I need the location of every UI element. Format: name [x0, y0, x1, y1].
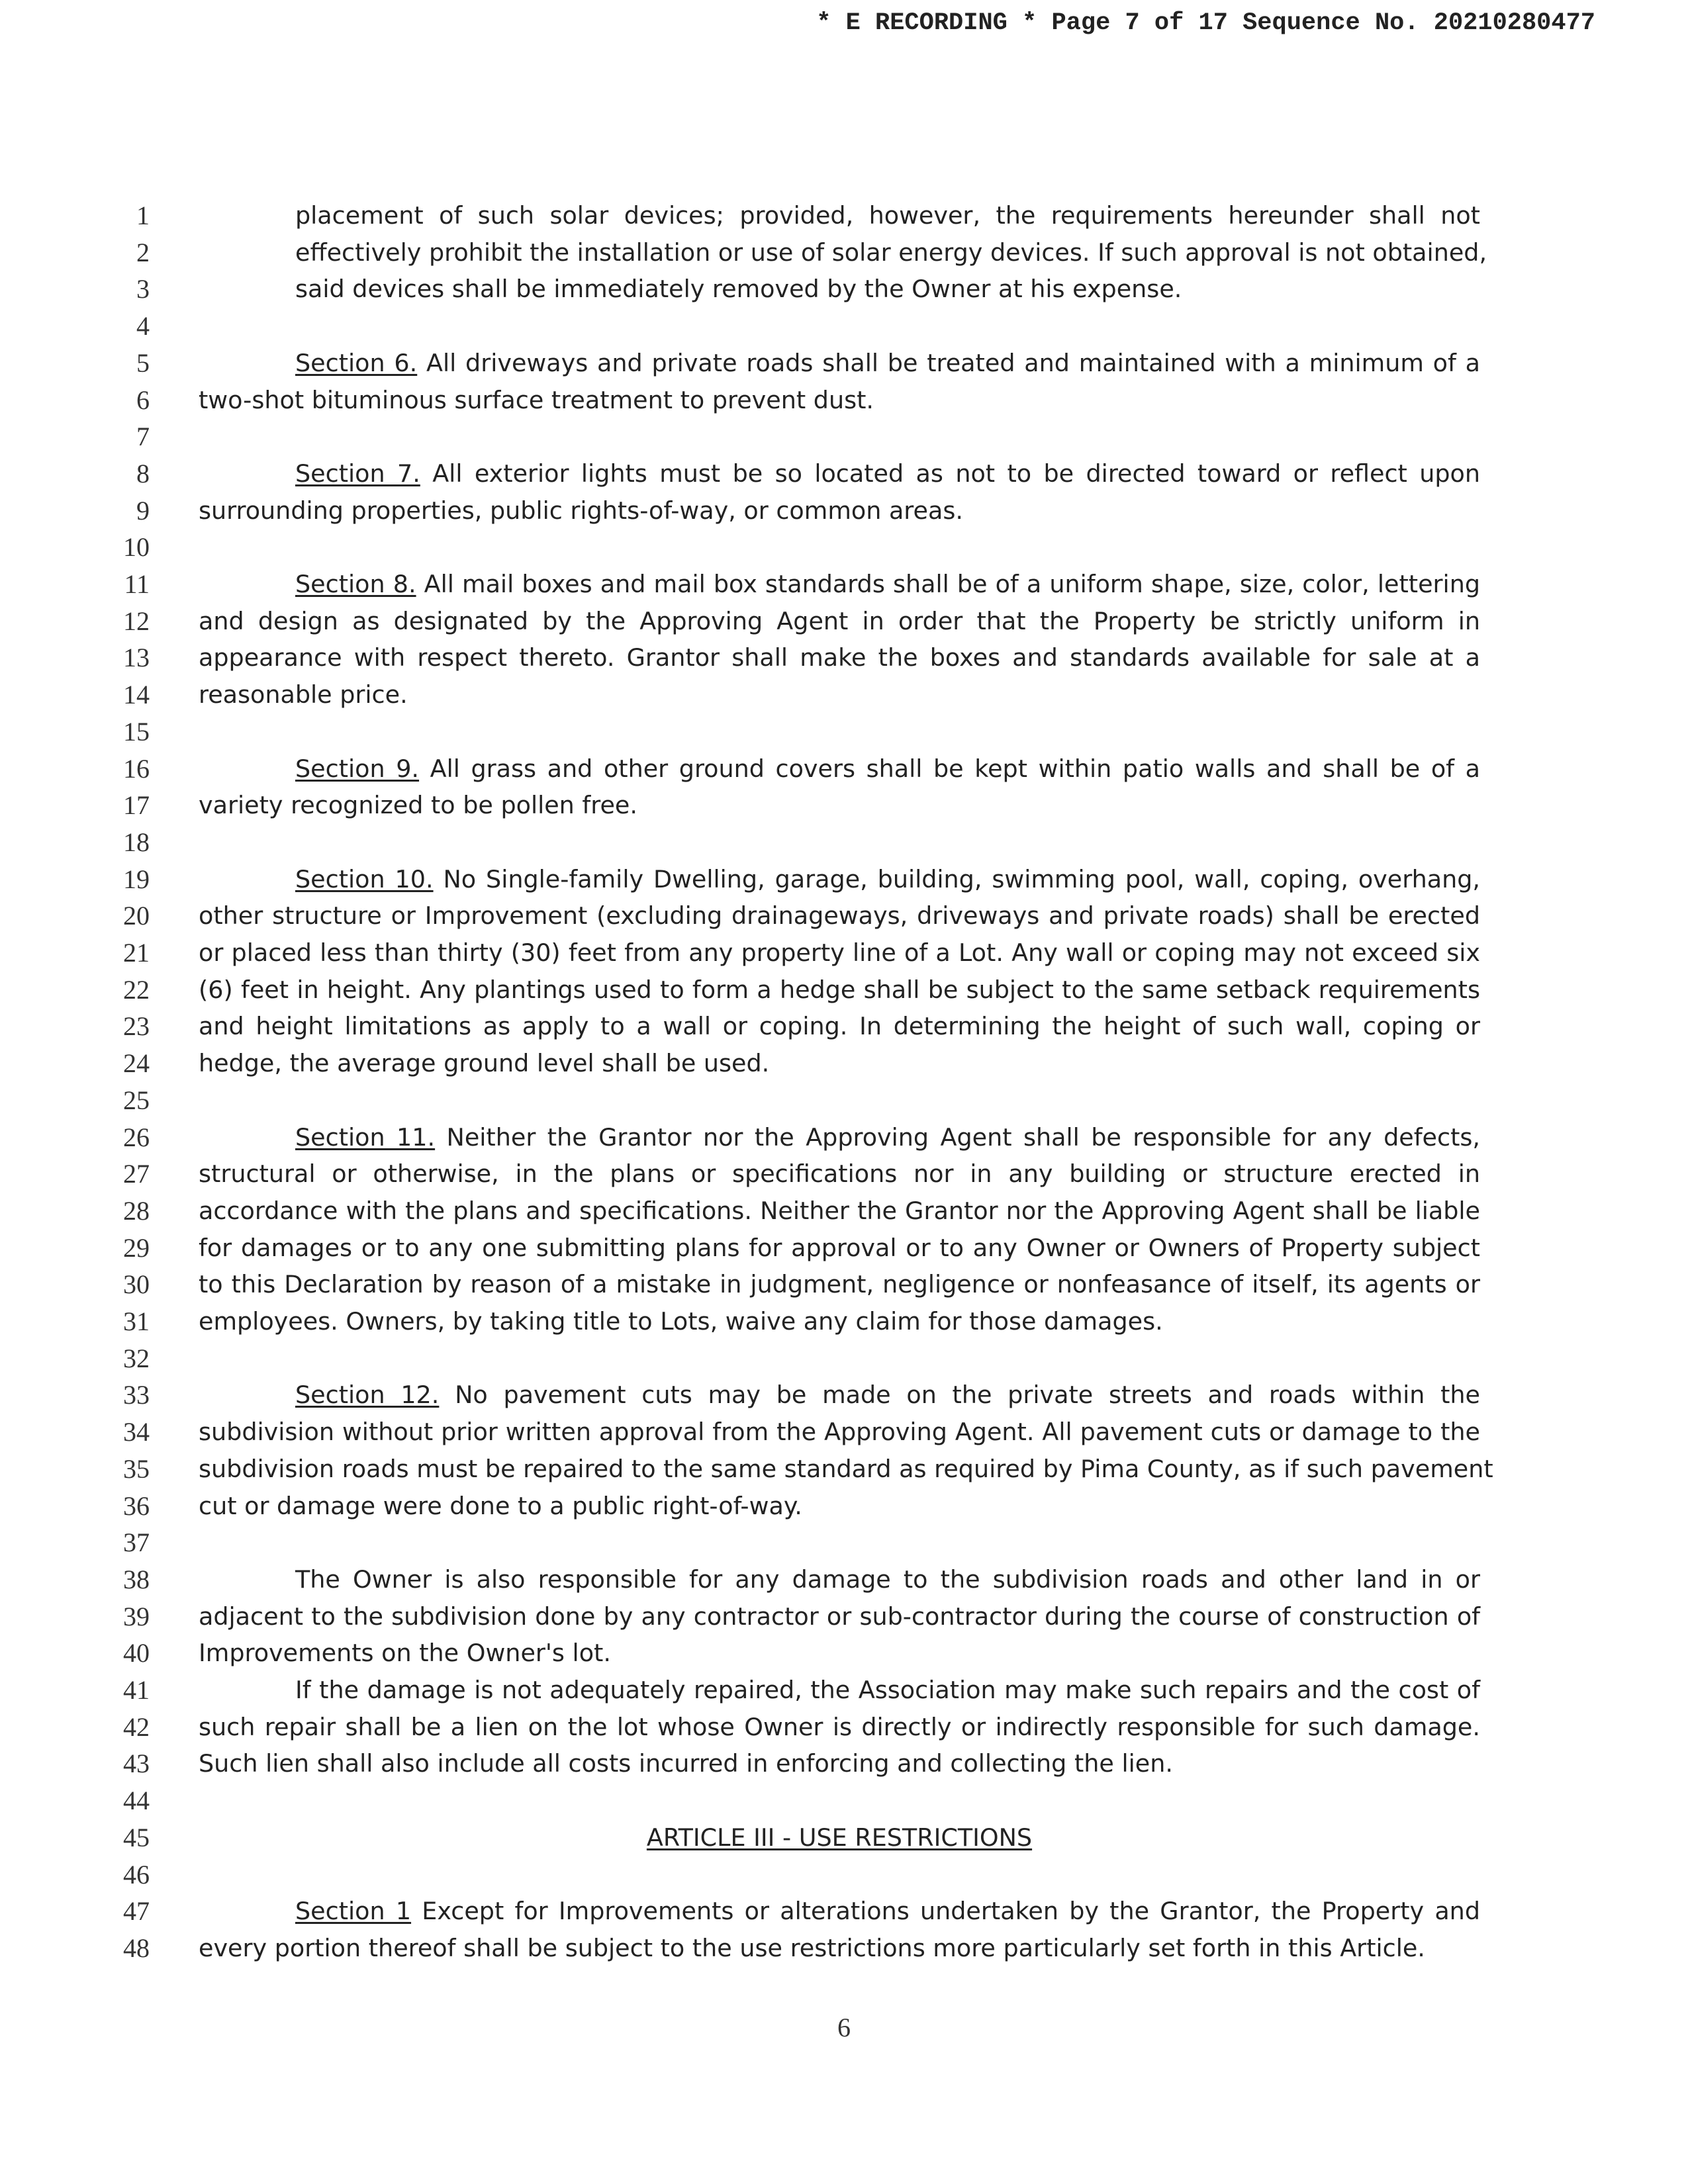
line-number: 48 — [123, 1933, 150, 1963]
line-text — [199, 494, 1480, 528]
document-line — [0, 1525, 1688, 1563]
line-number: 25 — [123, 1085, 150, 1115]
document-line — [0, 973, 1688, 1010]
line-body: and design as designated by the Approving Agent in order that the Property be strictly uniform in — [199, 606, 1480, 635]
line-text — [295, 1894, 1480, 1929]
line-text — [199, 1267, 1480, 1302]
line-number: 12 — [123, 606, 150, 636]
section-heading: Section 11. — [295, 1122, 436, 1152]
document-line — [0, 1673, 1688, 1710]
line-body: cut or damage were done to a public right-of-way. — [199, 1491, 802, 1520]
line-text — [199, 1304, 1480, 1339]
line-number: 17 — [123, 790, 150, 821]
line-number: 14 — [123, 680, 150, 710]
line-number: 24 — [123, 1048, 150, 1079]
line-number: 2 — [136, 237, 150, 267]
section-heading: Section 12. — [295, 1381, 440, 1410]
line-body: subdivision without prior written approval from the Approving Agent. All pavement cuts or damage to the — [199, 1418, 1480, 1447]
document-line — [0, 1120, 1688, 1158]
document-line — [0, 899, 1688, 936]
line-text — [199, 1489, 1480, 1524]
document-line — [0, 936, 1688, 973]
document-line — [0, 1009, 1688, 1046]
document-line — [0, 1563, 1688, 1600]
line-text — [199, 1231, 1480, 1265]
line-text — [295, 1673, 1480, 1707]
document-line — [0, 1046, 1688, 1083]
line-text — [295, 1120, 1480, 1155]
document-line — [0, 1710, 1688, 1747]
document-line — [0, 1342, 1688, 1379]
line-body: Except for Improvements or alterations undertaken by the Grantor, the Property and — [411, 1897, 1480, 1926]
document-line — [0, 530, 1688, 567]
section-heading: Section 6. — [295, 348, 418, 377]
document-line — [0, 567, 1688, 604]
document-line — [0, 604, 1688, 641]
document-line — [0, 1304, 1688, 1342]
document-line — [0, 1931, 1688, 1968]
line-number: 33 — [123, 1380, 150, 1410]
line-text — [199, 1636, 1480, 1670]
line-text — [295, 346, 1480, 381]
line-number: 41 — [123, 1675, 150, 1705]
line-text — [199, 1046, 1480, 1081]
line-number: 21 — [123, 938, 150, 968]
document-line — [0, 1894, 1688, 1931]
line-number: 11 — [124, 569, 150, 599]
line-body: said devices shall be immediately removed by the Owner at his expense. — [295, 275, 1182, 304]
line-body: Neither the Grantor nor the Approving Agent shall be responsible for any defects, — [435, 1122, 1480, 1152]
line-number: 30 — [123, 1269, 150, 1300]
document-line — [0, 1157, 1688, 1194]
line-body: for damages or to any one submitting plans for approval or to any Owner or Owners of Property subject — [199, 1233, 1480, 1262]
document-line — [0, 346, 1688, 383]
line-text — [295, 1563, 1480, 1597]
line-number: 22 — [123, 974, 150, 1005]
line-number: 20 — [123, 901, 150, 931]
line-body: All mail boxes and mail box standards shall be of a uniform shape, size, color, lettering — [416, 570, 1480, 598]
line-body: effectively prohibit the installation or use of solar energy devices. If such approval is not obtained, — [295, 238, 1487, 267]
section-heading: Section 10. — [295, 864, 434, 893]
document-line — [0, 272, 1688, 309]
document-line — [0, 1452, 1688, 1489]
line-body: appearance with respect thereto. Grantor shall make the boxes and standards available for sale at a — [199, 643, 1480, 672]
document-line — [0, 457, 1688, 494]
document-line — [0, 494, 1688, 531]
line-number: 35 — [123, 1453, 150, 1484]
line-number: 23 — [123, 1011, 150, 1042]
line-text — [199, 788, 1480, 823]
line-text — [199, 1194, 1480, 1228]
document-line — [0, 1415, 1688, 1452]
line-number: 42 — [123, 1711, 150, 1742]
line-number: 46 — [123, 1859, 150, 1889]
page-number: 6 — [837, 2013, 851, 2042]
line-number: 34 — [123, 1417, 150, 1447]
line-number: 19 — [123, 864, 150, 894]
line-text — [295, 1378, 1480, 1412]
document-line — [0, 862, 1688, 899]
line-text — [295, 567, 1480, 602]
document-line — [0, 1858, 1688, 1895]
document-line — [0, 1600, 1688, 1637]
document-line — [0, 1636, 1688, 1673]
line-number: 7 — [136, 422, 150, 452]
line-number: 6 — [136, 385, 150, 415]
line-body: to this Declaration by reason of a mistake in judgment, negligence or nonfeasance of itself, its agents or — [199, 1270, 1480, 1299]
line-number: 40 — [123, 1638, 150, 1668]
line-body: surrounding properties, public rights-of-way, or common areas. — [199, 496, 963, 525]
line-body: No pavement cuts may be made on the private streets and roads within the — [439, 1381, 1480, 1410]
line-body: adjacent to the subdivision done by any contractor or sub-contractor during the course of construction of — [199, 1602, 1480, 1631]
line-body: other structure or Improvement (excluding drainageways, driveways and private roads) shall be erected — [199, 901, 1480, 931]
document-line — [0, 1083, 1688, 1120]
line-number: 27 — [123, 1159, 150, 1189]
line-text — [295, 752, 1480, 786]
document-line — [0, 715, 1688, 752]
line-text — [199, 899, 1480, 933]
line-number: 32 — [123, 1343, 150, 1373]
section-heading: Section 8. — [295, 570, 416, 598]
line-text — [199, 1415, 1480, 1449]
line-text — [199, 1747, 1480, 1781]
line-body: two-shot bituminous surface treatment to prevent dust. — [199, 385, 874, 414]
line-text — [295, 236, 1487, 270]
line-text — [199, 1452, 1493, 1486]
line-number: 45 — [123, 1822, 150, 1852]
document-line — [0, 678, 1688, 715]
line-body: or placed less than thirty (30) feet from any property line of a Lot. Any wall or coping may not exceed six — [199, 938, 1480, 967]
document-line — [0, 1784, 1688, 1821]
line-text — [295, 199, 1480, 233]
line-text — [199, 604, 1480, 639]
line-text — [199, 1009, 1480, 1044]
line-text — [199, 973, 1480, 1007]
document-line — [0, 199, 1688, 236]
line-body: and height limitations as apply to a wall or coping. In determining the height of such wall, coping or — [199, 1012, 1480, 1041]
line-number: 38 — [123, 1564, 150, 1594]
line-body: placement of such solar devices; provided, however, the requirements hereunder shall not — [295, 201, 1480, 230]
line-text — [199, 1157, 1480, 1191]
line-number: 44 — [123, 1786, 150, 1816]
section-heading: Section 1 — [295, 1897, 412, 1926]
line-number: 28 — [123, 1195, 150, 1226]
line-number: 31 — [123, 1306, 150, 1336]
line-number: 26 — [123, 1122, 150, 1152]
line-body: accordance with the plans and specifications. Neither the Grantor nor the Approving Agent shall be liable — [199, 1196, 1480, 1225]
line-text — [199, 1821, 1480, 1855]
line-body: No Single-family Dwelling, garage, building, swimming pool, wall, coping, overhang, — [433, 864, 1480, 893]
line-body: If the damage is not adequately repaired, the Association may make such repairs and the cost of — [295, 1676, 1480, 1704]
line-body: hedge, the average ground level shall be used. — [199, 1049, 770, 1078]
line-body: Such lien shall also include all costs incurred in enforcing and collecting the lien. — [199, 1749, 1173, 1778]
line-body: structural or otherwise, in the plans or specifications nor in any building or structure erected in — [199, 1160, 1480, 1189]
document-line — [0, 1821, 1688, 1858]
line-text — [199, 383, 1480, 418]
line-body: variety recognized to be pollen free. — [199, 791, 637, 820]
line-text — [199, 1710, 1480, 1745]
section-heading: Section 7. — [295, 459, 420, 488]
line-number: 5 — [136, 347, 150, 378]
line-body: (6) feet in height. Any plantings used to form a hedge shall be subject to the same setback requirements — [199, 975, 1480, 1004]
document-line — [0, 1231, 1688, 1268]
line-body: All grass and other ground covers shall be kept within patio walls and shall be of a — [419, 754, 1480, 783]
line-text — [199, 641, 1480, 675]
line-body: such repair shall be a lien on the lot whose Owner is directly or indirectly responsible for such damage. — [199, 1712, 1480, 1741]
recording-header: * E RECORDING * Page 7 of 17 Sequence No. 20210280477 — [816, 9, 1595, 37]
document-line — [0, 1378, 1688, 1415]
line-body: All exterior lights must be so located as not to be directed toward or reflect upon — [420, 459, 1480, 488]
line-number: 43 — [123, 1749, 150, 1779]
line-number: 36 — [123, 1490, 150, 1521]
line-body: subdivision roads must be repaired to the same standard as required by Pima County, as if such pavement — [199, 1454, 1493, 1483]
line-number: 15 — [123, 716, 150, 747]
line-text — [199, 936, 1480, 970]
line-text — [199, 678, 1480, 712]
document-line — [0, 788, 1688, 825]
document-line — [0, 1194, 1688, 1231]
document-line — [0, 825, 1688, 862]
line-body: Improvements on the Owner's lot. — [199, 1639, 611, 1668]
line-text — [199, 1600, 1480, 1634]
document-line — [0, 1267, 1688, 1304]
line-number: 1 — [136, 201, 150, 230]
document-line — [0, 420, 1688, 457]
line-number: 4 — [136, 311, 150, 341]
line-number: 3 — [136, 274, 150, 304]
line-body: employees. Owners, by taking title to Lots, waive any claim for those damages. — [199, 1307, 1163, 1336]
section-heading: ARTICLE III - USE RESTRICTIONS — [646, 1823, 1033, 1852]
line-text — [295, 457, 1480, 491]
line-text — [199, 1931, 1480, 1966]
document-line — [0, 236, 1688, 273]
document-line — [0, 1489, 1688, 1526]
line-number: 47 — [123, 1896, 150, 1927]
line-body: The Owner is also responsible for any damage to the subdivision roads and other land in or — [295, 1565, 1480, 1594]
document-line — [0, 1747, 1688, 1784]
document-line — [0, 641, 1688, 678]
line-number: 9 — [136, 495, 150, 525]
line-text — [295, 862, 1480, 897]
section-heading: Section 9. — [295, 754, 420, 783]
line-number: 18 — [123, 827, 150, 857]
line-number: 10 — [123, 532, 150, 563]
line-number: 8 — [136, 458, 150, 488]
line-body: every portion thereof shall be subject to the use restrictions more particularly set forth in this Article. — [199, 1933, 1425, 1962]
line-number: 37 — [123, 1527, 150, 1558]
line-number: 29 — [123, 1232, 150, 1263]
line-text — [295, 272, 1480, 306]
document-line — [0, 383, 1688, 420]
document-line — [0, 752, 1688, 789]
line-body: reasonable price. — [199, 680, 408, 709]
line-number: 16 — [123, 753, 150, 784]
line-body: All driveways and private roads shall be treated and maintained with a minimum of a — [417, 348, 1480, 377]
line-number: 39 — [123, 1601, 150, 1631]
line-number: 13 — [123, 643, 150, 673]
document-line — [0, 309, 1688, 346]
